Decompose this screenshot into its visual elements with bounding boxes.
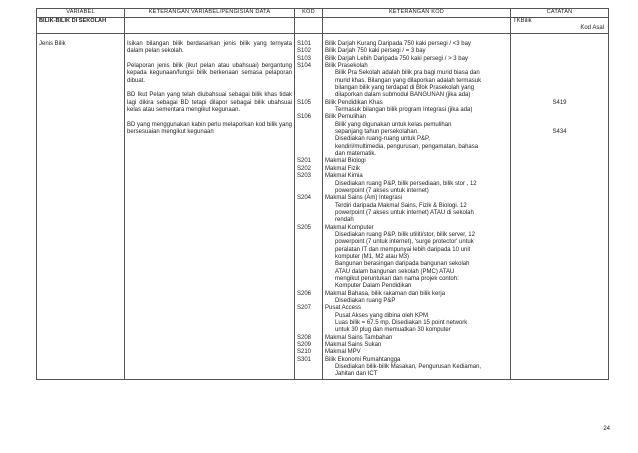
keterangan-kod-line: Disediakan bilik-bilik Masakan, Pengurusan Kediaman, bbox=[335, 364, 482, 371]
header-variabel: VARIABEL bbox=[37, 9, 125, 18]
catatan-cell bbox=[513, 313, 606, 320]
catatan-cell bbox=[513, 56, 606, 63]
keterangan-kod-line: sepanjang tahun persekolahan. bbox=[335, 129, 419, 136]
keterangan-kod-line: peralatan IT dan mempunyai lebih daripada 10 unit bbox=[335, 246, 471, 253]
kod-cell bbox=[297, 239, 320, 246]
catatan-cell bbox=[513, 107, 606, 114]
keterangan-kod-line: Bilik Darjah Kurang Daripada 750 kaki persegi / <3 bay bbox=[325, 40, 471, 47]
kod-cell bbox=[297, 232, 320, 239]
kod-cell: S101 bbox=[297, 40, 312, 47]
keterangan-kod-line: Disediakan ruang P&P, bilik utiliti/stor, bilik server, 12 bbox=[335, 231, 475, 238]
catatan-cell bbox=[513, 173, 606, 180]
catatan-cell bbox=[513, 158, 606, 165]
keterangan-kod-line: Makmal Komputer bbox=[325, 224, 374, 231]
keterangan-kod-line: Bilik Ekonomi Rumahtangga bbox=[325, 356, 401, 363]
kod-cell bbox=[297, 181, 320, 188]
kod-cell: S102 bbox=[297, 48, 312, 55]
keterangan-para-1: Isikan bilangan bilik berdasarkan jenis bilik yang ternyata dalam pelan sekolah. bbox=[127, 40, 292, 55]
keterangan-kod-line: powerpoint (7 akses untuk internet) bbox=[335, 187, 429, 194]
keterangan-kod-line: murid khas. Bilangan yang dilaporkan adalah termasuk bbox=[335, 77, 482, 84]
header-kod: KOD bbox=[295, 9, 323, 18]
kod-cell: S206 bbox=[297, 290, 312, 297]
keterangan-kod-line: Makmal Sains Sukan bbox=[325, 342, 382, 349]
keterangan-kod-line: Disediakan ruang P&P, bilik persediaan, bilik stor , 12 bbox=[335, 180, 477, 187]
keterangan-kod-line: Bilik Pendidikan Khas bbox=[325, 99, 383, 106]
document-page bbox=[36, 8, 608, 448]
catatan-cell: S434 bbox=[552, 129, 567, 136]
keterangan-kod-line: Pusat Access bbox=[325, 305, 362, 312]
keterangan-kod-line: Bangunan berasingan daripada bangunan sekolah bbox=[335, 261, 470, 268]
kod-cell: S205 bbox=[297, 224, 312, 231]
kod-cell bbox=[297, 247, 320, 254]
catatan-cell bbox=[513, 188, 606, 195]
kod-cell: S202 bbox=[297, 165, 312, 172]
catatan-cell bbox=[513, 114, 606, 121]
kod-cell: S207 bbox=[297, 305, 312, 312]
keterangan-para-4: BD yang menggunakan kabin perlu melaporkan kod bilik yang bersesuaian mengikut kegunaan bbox=[127, 121, 292, 135]
keterangan-kod-line: Bilik Pra Sekolah adalah bilik pra bagi murid biasa dan bbox=[335, 70, 480, 77]
keterangan-kod-line: komputer (M1, M2 atau M3) bbox=[335, 253, 410, 260]
keterangan-kod-line: dan matematik. bbox=[335, 151, 377, 158]
catatan-cell bbox=[513, 136, 606, 143]
catatan-cell bbox=[513, 320, 606, 327]
keterangan-kod-line: dilaporkan dalam submodul BANGUNAN (jika ada) bbox=[335, 92, 471, 99]
catatan-cell bbox=[513, 269, 606, 276]
keterangan-kod-line: untuk 30 plug dan memuatkan 30 komputer bbox=[335, 327, 451, 334]
kod-cell bbox=[297, 129, 320, 136]
keterangan-kod-line: Bilik yang digunakan untuk kelas pemulihan bbox=[335, 121, 452, 128]
variable-table bbox=[36, 8, 609, 380]
catatan-cell bbox=[513, 283, 606, 290]
catatan-cell: S419 bbox=[552, 99, 567, 106]
keterangan-kod-line: Makmal MPV bbox=[325, 349, 361, 356]
section-row bbox=[37, 18, 609, 34]
keterangan-para-2: Pelaporan jenis bilik (ikut pelan atau ubahsuai) bergantung kepada kegunaan/fungsi bilik berkenaan semasa pelaporan dibuat. bbox=[127, 62, 292, 84]
jenis-bilik-row bbox=[37, 33, 609, 379]
kod-cell: S301 bbox=[297, 356, 312, 363]
keterangan-kod-line: Bilik Pemulihan bbox=[325, 114, 367, 121]
catatan-cell bbox=[513, 41, 606, 48]
catatan-cell bbox=[513, 291, 606, 298]
kod-cell bbox=[297, 151, 320, 158]
kod-cell bbox=[297, 261, 320, 268]
keterangan-kod-line: Makmal Bahasa, bilik rakaman dan bilik kerja bbox=[325, 290, 446, 297]
catatan-cell bbox=[513, 48, 606, 55]
keterangan-kod-line: Disediakan ruang P&P bbox=[335, 298, 396, 305]
keterangan-kod-line: Makmal Sains Tambahan bbox=[325, 334, 393, 341]
catatan-cell bbox=[513, 92, 606, 99]
kod-cell: S106 bbox=[297, 114, 312, 121]
keterangan-kod-line: Termasuk bilangan bilik program Integrasi (jika ada) bbox=[335, 107, 473, 114]
catatan-tkbilik: TKBilik bbox=[513, 18, 532, 24]
catatan-cell bbox=[513, 217, 606, 224]
header-catatan: CATATAN bbox=[511, 9, 609, 18]
section-catatan bbox=[511, 18, 609, 34]
catatan-cell bbox=[513, 203, 606, 210]
catatan-cell bbox=[513, 305, 606, 312]
catatan-cell bbox=[513, 261, 606, 268]
kod-cell bbox=[297, 364, 320, 371]
header-keterangan-kod: KETERANGAN KOD bbox=[323, 9, 511, 18]
catatan-cell bbox=[513, 371, 606, 378]
kod-cell bbox=[297, 78, 320, 85]
catatan-cell bbox=[513, 364, 606, 371]
keterangan-kod-line: Terdiri daripada Makmal Sains, Fizik & Biologi. 12 bbox=[335, 202, 467, 209]
keterangan-kod-line: Komputer Dalam Pendidikan bbox=[335, 283, 412, 290]
catatan-cell bbox=[513, 144, 606, 151]
catatan-cell bbox=[513, 254, 606, 261]
kod-cell bbox=[297, 313, 320, 320]
kod-cell: S208 bbox=[297, 334, 312, 341]
catatan-cell bbox=[513, 85, 606, 92]
keterangan-kod-line: powerpoint (7 akses untuk internet) ATAU di sekolah bbox=[335, 209, 474, 216]
kod-cell: S103 bbox=[297, 55, 312, 62]
catatan-cell bbox=[513, 181, 606, 188]
kod-cell bbox=[297, 203, 320, 210]
section-title: BILIK-BILIK DI SEKOLAH bbox=[37, 18, 125, 34]
row-variabel bbox=[37, 33, 125, 379]
catatan-cell bbox=[513, 239, 606, 246]
kod-cell: S105 bbox=[297, 99, 312, 106]
kod-cell: S210 bbox=[297, 349, 312, 356]
keterangan-kod-line: Disediakan ruang-ruang untuk P&P, bbox=[335, 136, 430, 143]
catatan-cell bbox=[513, 335, 606, 342]
keterangan-kod-column bbox=[323, 33, 511, 379]
kod-cell: S203 bbox=[297, 173, 312, 180]
keterangan-kod-line: Pusat Akses yang dibina oleh KPM bbox=[335, 312, 429, 319]
keterangan-kod-line: Makmal Kimia bbox=[325, 173, 363, 180]
catatan-column bbox=[511, 33, 609, 379]
keterangan-kod-line: mengikut peruntukan dan nama projek contoh: bbox=[335, 275, 459, 282]
kod-cell: S209 bbox=[297, 342, 312, 349]
catatan-cell bbox=[513, 349, 606, 356]
keterangan-para-3: BD Ikut Pelan yang telah diubahsuai sebagai bilik khas tidak lagi dikira sebagai BD tetapi dilapor sebagai bilik ubahsuai kelas atau sementara mengikut kegunaan. bbox=[127, 92, 292, 113]
kod-cell bbox=[297, 136, 320, 143]
keterangan-kod-line: rendah bbox=[335, 217, 354, 224]
keterangan-kod-line: ATAU dalam bangunan sekolah (PMC) ATAU bbox=[335, 268, 455, 275]
kod-cell bbox=[297, 70, 320, 77]
kod-cell bbox=[297, 188, 320, 195]
kod-cell bbox=[297, 254, 320, 261]
catatan-cell bbox=[513, 166, 606, 173]
kod-cell bbox=[297, 276, 320, 283]
kod-cell bbox=[297, 371, 320, 378]
keterangan-kod-line: Makmal Biologi bbox=[325, 158, 366, 165]
kod-cell bbox=[297, 217, 320, 224]
keterangan-kod-line: Bilik Darjah Lebih Daripada 750 kaki persegi / > 3 bay bbox=[325, 55, 468, 62]
catatan-cell bbox=[513, 232, 606, 239]
catatan-cell bbox=[513, 327, 606, 334]
kod-cell bbox=[297, 144, 320, 151]
catatan-cell bbox=[513, 342, 606, 349]
kod-cell: S104 bbox=[297, 63, 312, 70]
kod-cell: S204 bbox=[297, 195, 312, 202]
kod-cell bbox=[297, 85, 320, 92]
catatan-cell bbox=[513, 298, 606, 305]
catatan-kod-asal: Kod Asal bbox=[580, 25, 604, 32]
page-number: 24 bbox=[603, 426, 610, 432]
catatan-cell bbox=[513, 63, 606, 70]
kod-column bbox=[295, 33, 323, 379]
kod-cell bbox=[297, 122, 320, 129]
header-row bbox=[37, 9, 609, 18]
catatan-cell bbox=[513, 276, 606, 283]
catatan-cell bbox=[513, 122, 606, 129]
catatan-cell bbox=[513, 210, 606, 217]
catatan-cell bbox=[513, 247, 606, 254]
catatan-cell bbox=[513, 357, 606, 364]
keterangan-kod-line: Luas bilik = 67.5 mp. Disediakan 15 point network bbox=[335, 320, 468, 327]
keterangan-kod-line: Jahitan dan ICT bbox=[335, 371, 378, 378]
row-variabel-label: Jenis Bilik bbox=[39, 40, 66, 47]
kod-cell bbox=[297, 327, 320, 334]
keterangan-kod-line: Makmal Fizik bbox=[325, 165, 361, 172]
kod-cell bbox=[297, 269, 320, 276]
header-keterangan-variabel: KETERANGAN VARIABEL/PENGISIAN DATA bbox=[125, 9, 295, 18]
keterangan-kod-line: powerpoint (7 untuk internet), 'surge protector' untuk bbox=[335, 239, 474, 246]
kod-cell bbox=[297, 283, 320, 290]
kod-cell bbox=[297, 298, 320, 305]
kod-cell: S201 bbox=[297, 158, 312, 165]
kod-cell bbox=[297, 210, 320, 217]
keterangan-kod-line: kendiri/multimedia, pengurusan, pengamatan, bahasa bbox=[335, 143, 479, 150]
catatan-cell bbox=[513, 70, 606, 77]
kod-cell bbox=[297, 92, 320, 99]
keterangan-kod-line: Makmal Sains (Am) Integrasi bbox=[325, 195, 403, 202]
kod-cell bbox=[297, 320, 320, 327]
catatan-cell bbox=[513, 195, 606, 202]
keterangan-kod-line: Bilik Prasekolah bbox=[325, 63, 368, 70]
kod-cell bbox=[297, 107, 320, 114]
row-keterangan bbox=[125, 33, 295, 379]
keterangan-kod-line: Bilik Darjah 750 kaki persegi / = 3 bay bbox=[325, 48, 426, 55]
catatan-cell bbox=[513, 225, 606, 232]
keterangan-kod-line: bilangan bilik yang terdapat di Blok Prasekolah yang bbox=[335, 85, 475, 92]
catatan-cell bbox=[513, 151, 606, 158]
catatan-cell bbox=[513, 78, 606, 85]
